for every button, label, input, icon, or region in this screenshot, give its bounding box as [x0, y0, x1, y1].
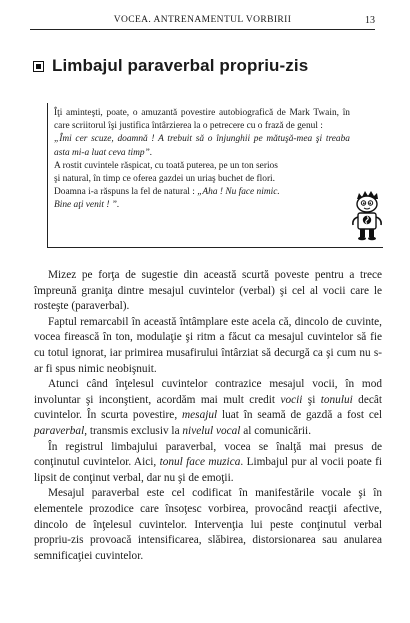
anecdote-quote: „Îmi cer scuze, doamnă ! A trebuit să o înjunghii pe mătuşă-mea şi treaba asta mi-a luat ceva timp”. — [54, 134, 350, 158]
anecdote-middle — [54, 160, 350, 186]
anecdote-middle-line-2: şi natural, în timp ce oferea gazdei un uriaş buchet de flori. — [54, 174, 276, 185]
anecdote-inset — [47, 103, 383, 248]
anecdote-reply-prefix: Doamna i-a răspuns la fel de natural : — [54, 187, 195, 198]
anecdote-reply-quote-1: „Aha ! Nu face nimic. — [197, 187, 280, 198]
paragraph-3: Atunci când înţelesul cuvintelor contrazice mesajul vocii, în mod involuntar şi inconştient, acordăm mai mult credit vocii şi tonului decât cuvintelor. În scurta povestire, mesajul luat în seamă de gazdă a fost cel paraverbal, transmis exclusiv la nivelul vocal al comunicării. — [34, 378, 382, 437]
square-bullet-icon — [33, 61, 44, 72]
paragraph-5: Mesajul paraverbal este cel codificat în manifestările vocale şi în elementele prozodice care însoţesc vorbirea, provocând reacţii afective, dincolo de înţelesul cuvintelor. Intervenţia lui peste conţinutul verbal propriu-zis provoacă intensificarea, slăbirea, distorsionarea sau anularea semnificaţiei cuvintelor. — [34, 487, 382, 562]
page-number: 13 — [365, 15, 375, 26]
running-head — [30, 15, 375, 30]
main-body-text — [34, 268, 382, 564]
cartoon-character-illustration — [349, 189, 385, 241]
paragraph-2: Faptul remarcabil în această întâmplare este acela că, dincolo de cuvinte, vocea firească în ton, modulaţie şi ritm a făcut ca mesajul cuvintelor să fie cu totul ignorat, iar primirea musafirului întârziat să decurgă ca şi cum nu s-ar fi spus nimic neobişnuit. — [34, 315, 382, 375]
paragraph-1: Mizez pe forţa de sugestie din această scurtă poveste pentru a trece împreună graniţa dintre mesajul cuvintelor (verbal) şi cel al vocii care le rosteşte (paraverbal). — [34, 269, 382, 313]
anecdote-reply — [54, 186, 350, 212]
anecdote-text — [54, 107, 350, 213]
running-head-title: VOCEA. ANTRENAMENTUL VORBIRII — [113, 15, 292, 25]
anecdote-middle-line-1: A rostit cuvintele răspicat, cu toată puterea, pe un ton serios — [54, 160, 278, 171]
paragraph-4: În registrul limbajului paraverbal, vocea se înalţă mai presus de conţinutul cuvintelor. Aici, tonul face muzica. Limbajul pur al vocii poate fi lipsit de conţinut verbal, dar nu şi de emoţii. — [34, 440, 382, 484]
anecdote-intro: Îţi aminteşti, poate, o amuzantă povestire autobiografică de Mark Twain, în care scriitorul îşi justifica întârzierea la o petrecere cu o frază de genul : — [54, 108, 350, 132]
section-heading — [33, 56, 308, 76]
anecdote-reply-quote-2: Bine aţi venit ! ”. — [54, 200, 120, 211]
section-title: Limbajul paraverbal propriu-zis — [52, 56, 309, 75]
